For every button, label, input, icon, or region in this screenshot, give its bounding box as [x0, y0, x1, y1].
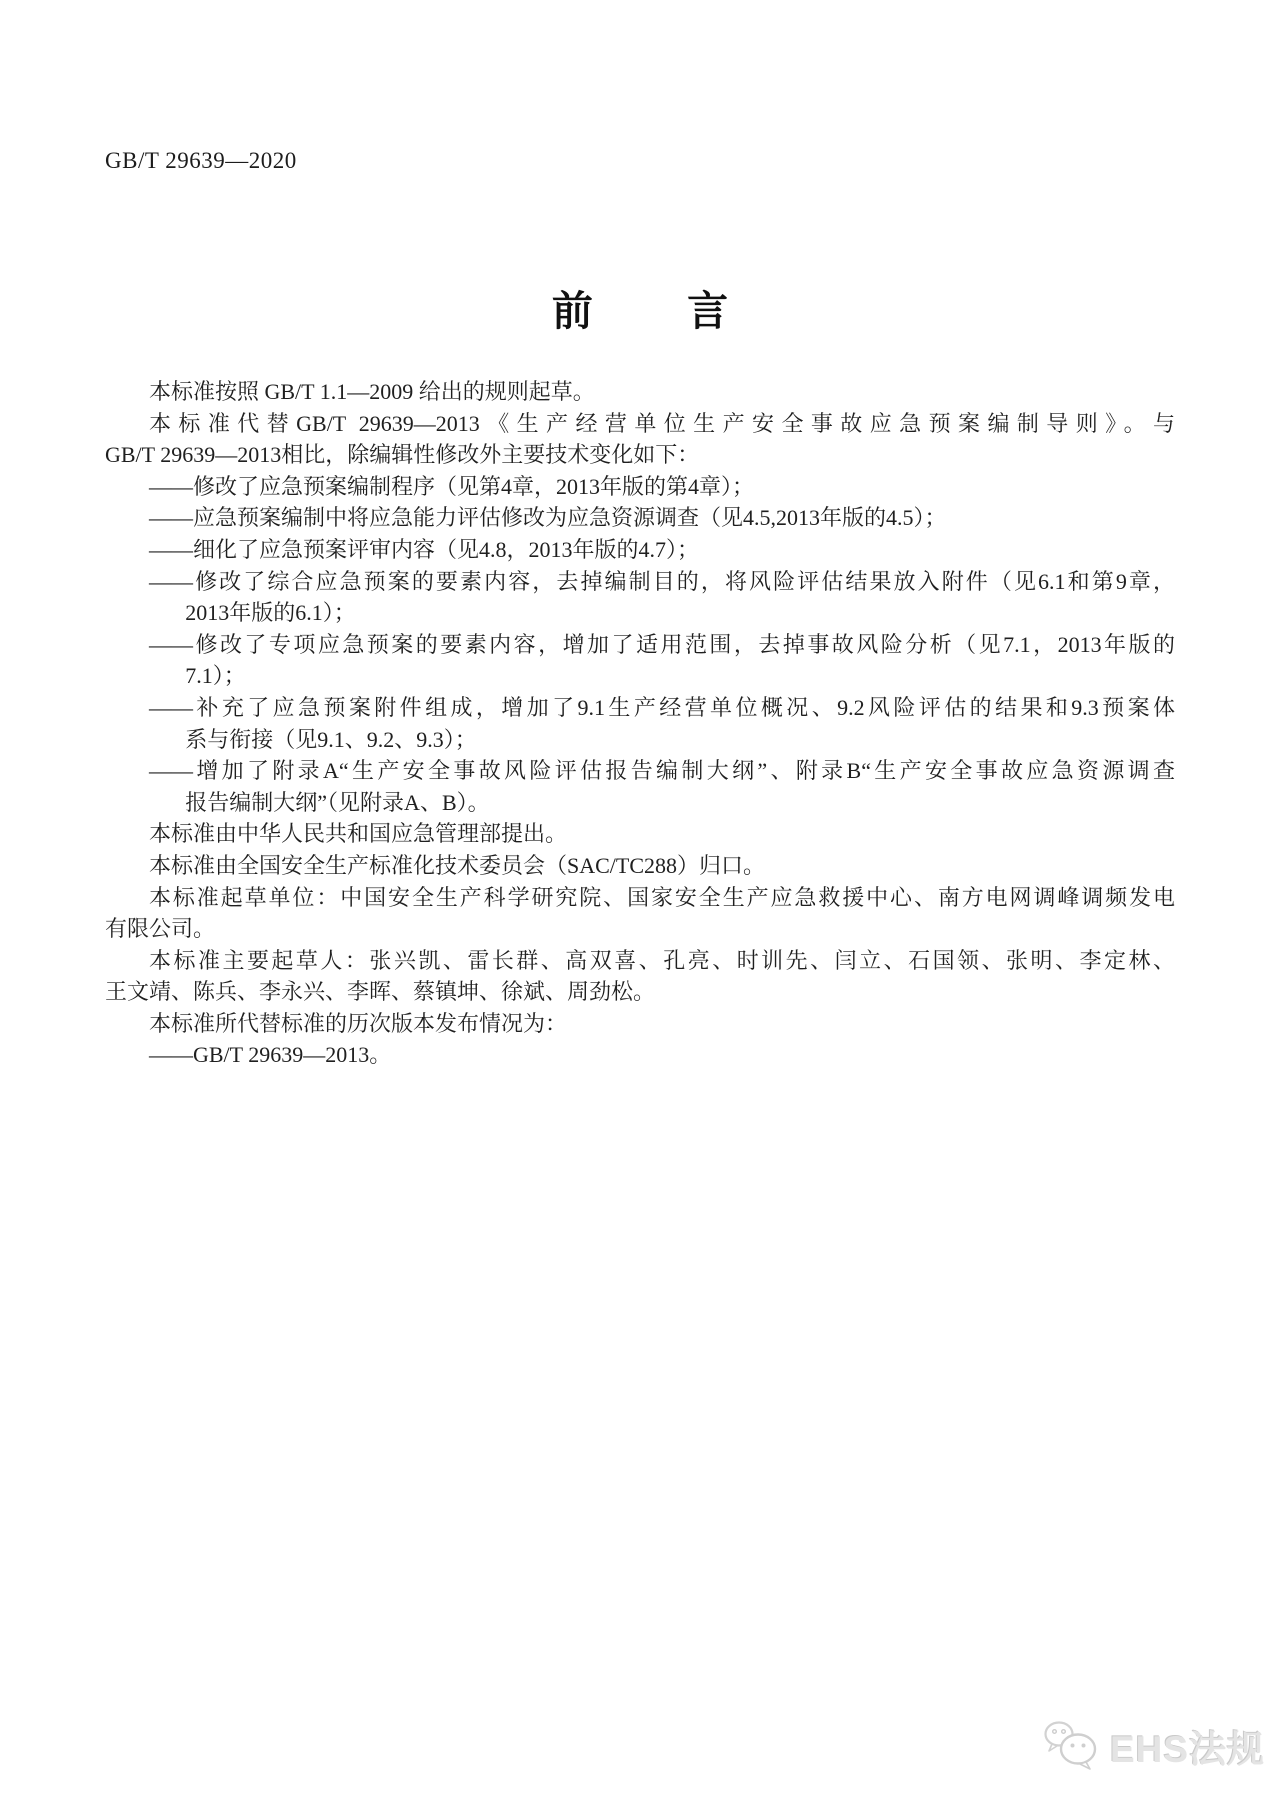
body-line: 本标准所代替标准的历次版本发布情况为： [149, 1010, 568, 1036]
foreword-body [105, 376, 1175, 1071]
body-line: 本标准主要起草人：张兴凯、雷长群、高双喜、孔亮、时训先、闫立、石国领、张明、李定林、 [149, 947, 1175, 973]
body-line: ——修改了专项应急预案的要素内容，增加了适用范围，去掉事故风险分析（见7.1，2013年版的 [149, 631, 1175, 657]
body-line: 系与衔接（见9.1、9.2、9.3）； [185, 726, 477, 752]
body-line: ——补充了应急预案附件组成，增加了9.1生产经营单位概况、9.2风险评估的结果和9.3预案体 [149, 694, 1175, 720]
body-line: ——增加了附录A“生产安全事故风险评估报告编制大纲”、附录B“生产安全事故应急资源调查 [149, 758, 1175, 784]
body-line: 本标准代替GB/T 29639—2013《生产经营单位生产安全事故应急预案编制导则》。与 [149, 410, 1175, 436]
watermark-text: EHS法规 [1110, 1729, 1266, 1770]
body-line: ——修改了综合应急预案的要素内容，去掉编制目的，将风险评估结果放入附件（见6.1和第9章， [149, 568, 1175, 594]
page-title-text: 前言 [551, 288, 823, 334]
page-title [0, 278, 1280, 337]
body-line: GB/T 29639—2013相比，除编辑性修改外主要技术变化如下： [105, 442, 700, 468]
watermark [1040, 1718, 1265, 1774]
body-line: 本标准起草单位：中国安全生产科学研究院、国家安全生产应急救援中心、南方电网调峰调频发电 [149, 884, 1175, 910]
body-line: 王文靖、陈兵、李永兴、李晖、蔡镇坤、徐斌、周劲松。 [105, 979, 656, 1005]
body-line: 本标准按照 GB/T 1.1—2009 给出的规则起草。 [149, 379, 595, 404]
standard-code: GB/T 29639—2020 [105, 148, 297, 173]
body-line: 本标准由中华人民共和国应急管理部提出。 [149, 821, 568, 847]
body-line: ——细化了应急预案评审内容（见4.8，2013年版的4.7）； [149, 536, 700, 562]
body-line: ——应急预案编制中将应急能力评估修改为应急资源调查（见4.5,2013年版的4.5）； [149, 505, 947, 531]
body-line: ——GB/T 29639—2013。 [149, 1042, 392, 1068]
body-line: 本标准由全国安全生产标准化技术委员会（SAC/TC288）归口。 [149, 852, 766, 878]
body-line: 报告编制大纲”（见附录A、B）。 [185, 789, 490, 815]
wechat-icon [1040, 1718, 1102, 1774]
body-line: ——修改了应急预案编制程序（见第4章，2013年版的第4章）； [149, 473, 755, 499]
body-line: 有限公司。 [105, 916, 216, 942]
body-line: 2013年版的6.1）； [185, 600, 356, 626]
body-line: 7.1）； [185, 663, 246, 689]
